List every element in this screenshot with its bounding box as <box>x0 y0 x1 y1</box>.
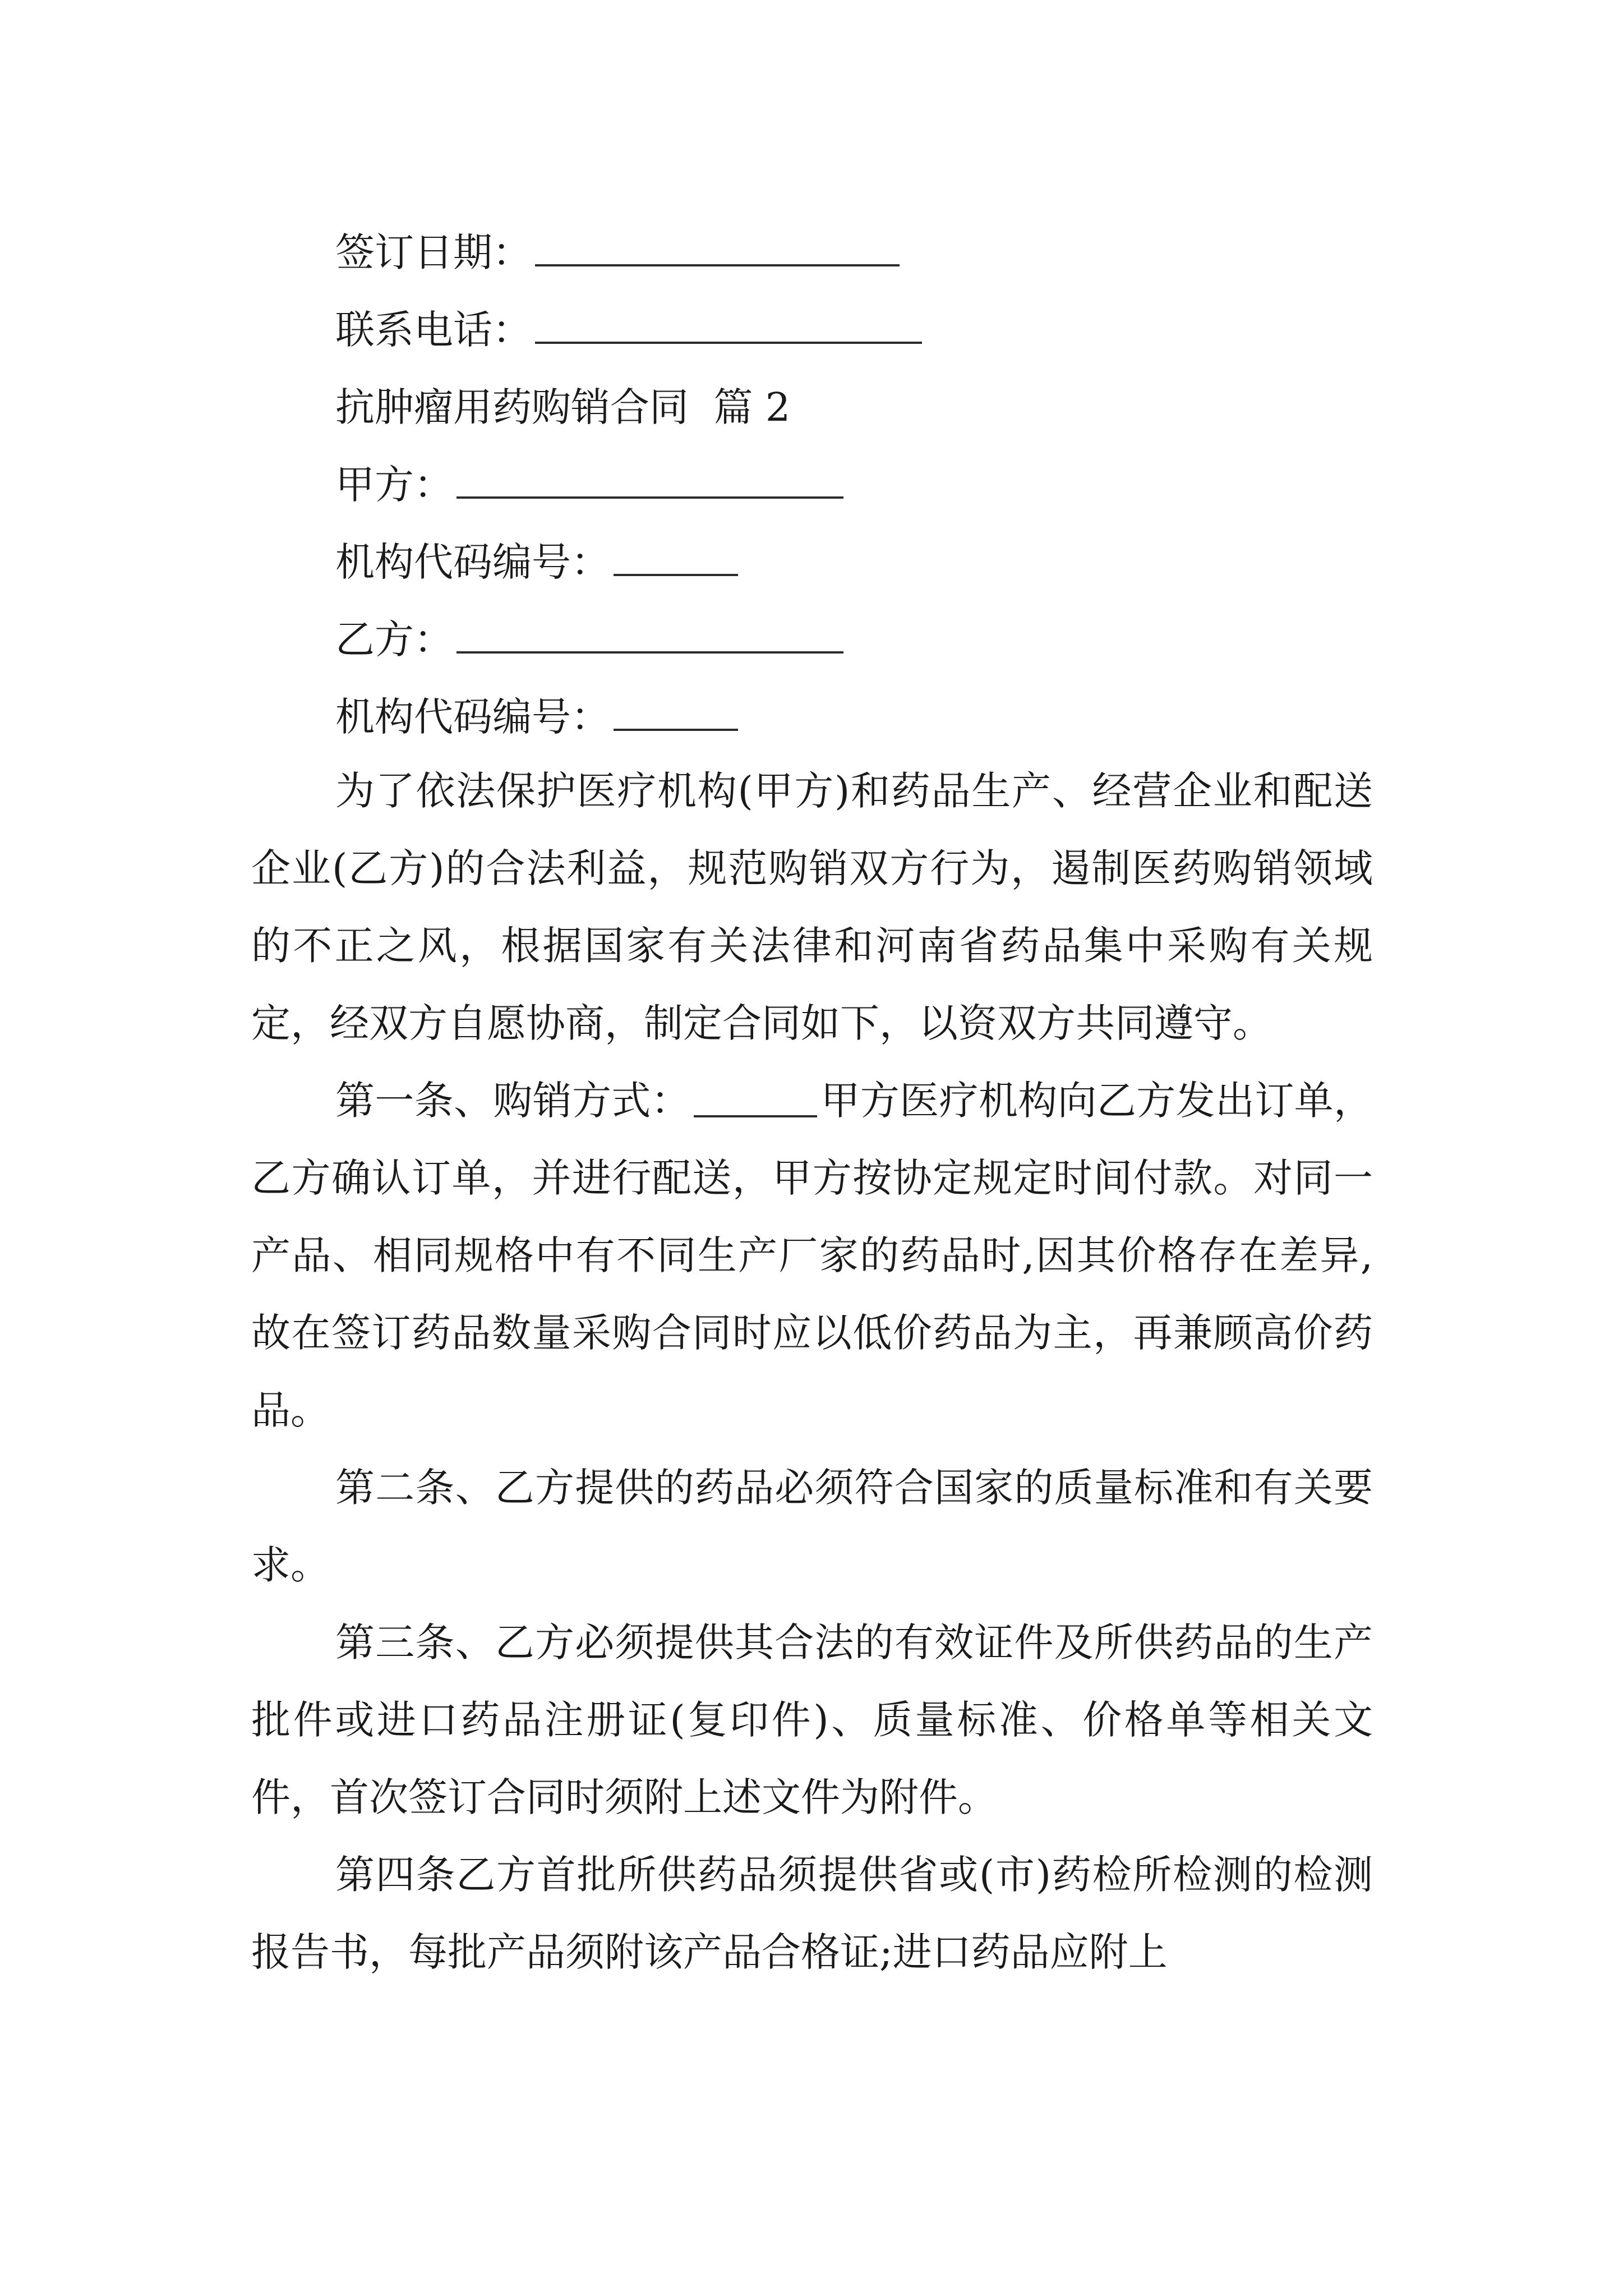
phone-field <box>251 288 1373 365</box>
phone-label: 联系电话： <box>335 306 532 353</box>
phone-blank <box>535 309 922 344</box>
party-a-label: 甲方： <box>335 461 453 508</box>
code-b-blank <box>614 696 738 731</box>
sign-date-label: 签订日期： <box>335 229 532 275</box>
party-b-label: 乙方： <box>335 616 453 662</box>
code-b-label: 机构代码编号： <box>335 693 610 740</box>
party-a-blank <box>457 464 843 499</box>
code-a-label: 机构代码编号： <box>335 539 610 585</box>
intro-paragraph: 为了依法保护医疗机构(甲方)和药品生产、经营企业和配送企业(乙方)的合法利益，规范购销双方行为，遏制医药购销领域的不正之风，根据国家有关法律和河南省药品集中采购有关规定，经双方自愿协商，制定合同如下，以资双方共同遵守。 <box>251 768 1373 1046</box>
contract-heading-text: 抗肿瘤用药购销合同 篇 2 <box>335 384 791 430</box>
code-b-field <box>251 675 1373 752</box>
code-a-field <box>251 520 1373 597</box>
article-3-paragraph: 第三条、乙方必须提供其合法的有效证件及所供药品的生产批件或进口药品注册证(复印件)、质量标准、价格单等相关文件，首次签订合同时须附上述文件为附件。 <box>251 1619 1373 1820</box>
purchase-method-blank <box>694 1083 817 1117</box>
article-4-paragraph: 第四条乙方首批所供药品须提供省或(市)药检所检测的检测报告书，每批产品须附该产品合格证;进口药品应附上 <box>251 1852 1373 1975</box>
article-1-paragraph <box>251 1062 1373 1449</box>
code-a-blank <box>614 541 738 576</box>
sign-date-blank <box>535 232 900 266</box>
party-a-field <box>251 443 1373 520</box>
sign-date-field <box>251 210 1373 288</box>
party-b-blank <box>457 619 843 654</box>
contract-heading <box>251 365 1373 443</box>
article-1-prefix: 第一条、购销方式： <box>335 1078 691 1124</box>
article-1-text: 甲方医疗机构向乙方发出订单，乙方确认订单，并进行配送，甲方按协定规定时间付款。对同一产品、相同规格中有不同生产厂家的药品时,因其价格存在差异,故在签订药品数量采购合同时应以低价药品为主，再兼顾高价药品。 <box>251 1078 1373 1433</box>
document-body <box>251 210 1373 1991</box>
article-2-paragraph: 第二条、乙方提供的药品必须符合国家的质量标准和有关要求。 <box>251 1465 1373 1588</box>
party-b-field <box>251 597 1373 675</box>
